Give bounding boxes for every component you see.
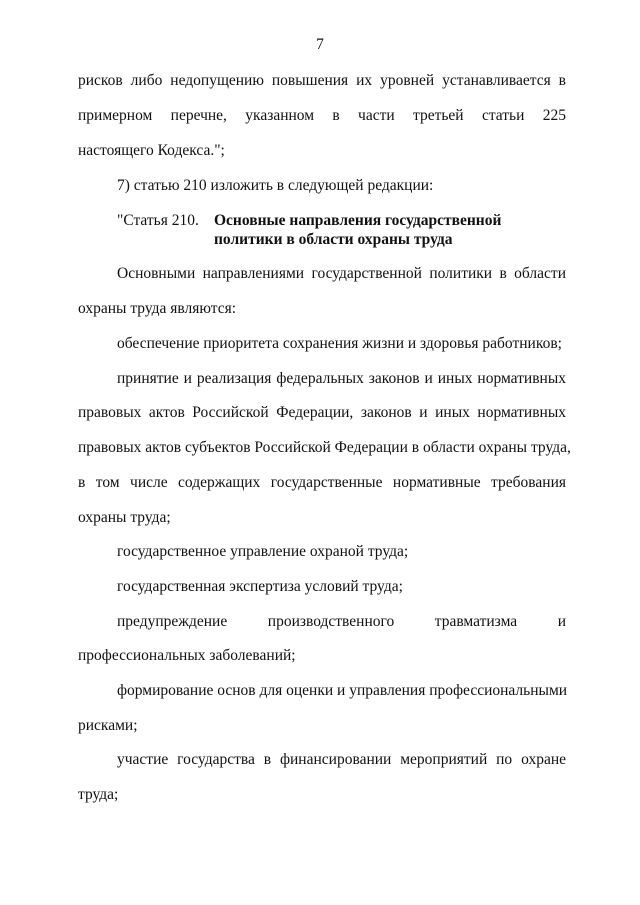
text-line: в том числе содержащих государственные нормативные требования [78,474,566,491]
text-line: принятие и реализация федеральных законов и иных нормативных [117,370,566,387]
text-line: рисков либо недопущению повышения их уровней устанавливается в [78,72,566,89]
page-number: 7 [316,36,324,53]
article-title-line-1: Основные направления государственной [214,212,502,229]
article-title-line-2: политики в области охраны труда [214,231,453,248]
text-line: труда; [78,786,119,803]
text-line: 7) статью 210 изложить в следующей редакции: [117,177,434,194]
text-line: правовых актов Российской Федерации, законов и иных нормативных [78,404,566,421]
text-line: охраны труда; [78,509,171,526]
text-line: охраны труда являются: [78,300,237,317]
article-label: "Статья 210. [117,212,199,229]
text-line: Основными направлениями государственной политики в области [117,265,566,282]
text-line: профессиональных заболеваний; [78,647,296,664]
text-line: участие государства в финансировании мероприятий по охране [117,751,566,768]
text-line: предупреждение производственного травматизма и [117,613,566,630]
text-line: правовых актов субъектов Российской Федерации в области охраны труда, [78,439,571,456]
text-line: рисками; [78,717,138,734]
text-line: примерном перечне, указанном в части третьей статьи 225 [78,107,566,124]
text-line: формирование основ для оценки и управления профессиональными [117,682,568,699]
text-line: настоящего Кодекса."; [78,142,225,159]
text-line: государственное управление охраной труда; [117,543,409,560]
text-line: государственная экспертиза условий труда; [117,578,403,595]
text-line: обеспечение приоритета сохранения жизни и здоровья работников; [117,335,562,352]
